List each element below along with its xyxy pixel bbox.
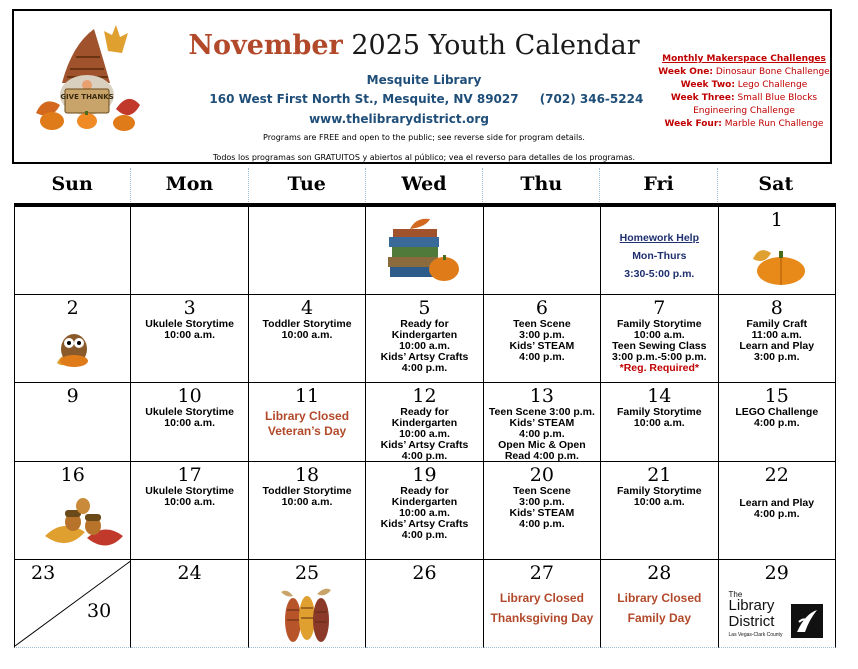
closed-notice: Library Closed xyxy=(265,409,350,423)
holiday-name: Thanksgiving Day xyxy=(490,611,594,625)
event-list xyxy=(131,407,247,429)
event-text: Learn and Play xyxy=(739,340,815,352)
day-number: 25 xyxy=(294,562,320,584)
holiday-name: Family Day xyxy=(627,611,691,625)
event-text: Teen Scene xyxy=(513,485,571,497)
event-time: 10:00 a.m. xyxy=(164,329,216,341)
closed-notice: Library Closed xyxy=(499,591,584,605)
event-list xyxy=(719,498,835,520)
day-cell xyxy=(366,560,483,648)
day-cell xyxy=(14,383,131,462)
event-list xyxy=(131,486,247,508)
day-cell xyxy=(484,383,601,462)
weekday-tue: Tue xyxy=(249,168,366,202)
day-number: 26 xyxy=(412,562,437,584)
event-list xyxy=(249,486,365,508)
title-month: November xyxy=(188,30,343,61)
library-district-logo xyxy=(729,590,829,644)
event-time: 4:00 p.m. xyxy=(519,351,565,363)
day-number: 1 xyxy=(770,209,783,231)
logo-line: Library xyxy=(728,597,775,614)
closed-notice: Library Closed xyxy=(617,591,702,605)
library-name: Mesquite Library xyxy=(366,73,482,87)
day-number: 23 xyxy=(31,562,56,584)
logo-line: Las Vegas-Clark County xyxy=(728,632,783,638)
event-time: 4:00 p.m. xyxy=(401,362,448,374)
event-list xyxy=(366,407,482,462)
event-text: Kids’ Artsy Crafts xyxy=(380,439,469,451)
day-cell xyxy=(601,462,718,560)
day-cell-empty xyxy=(249,207,366,295)
title-rest: 2025 Youth Calendar xyxy=(342,30,640,61)
indian-corn-illustration xyxy=(273,586,339,644)
makerspace-week xyxy=(654,79,834,92)
books-pumpkin-illustration xyxy=(386,215,461,283)
makerspace-title: Monthly Makerspace Challenges xyxy=(662,54,826,64)
day-cell xyxy=(601,560,718,648)
event-time: 4:00 p.m. xyxy=(519,518,565,530)
week-label: Week Three: xyxy=(670,93,735,103)
week-text: Small Blue Blocks Engineering Challenge xyxy=(693,93,818,116)
calendar-grid xyxy=(14,207,836,648)
day-cell xyxy=(249,462,366,560)
event-list xyxy=(484,407,600,462)
day-number: 24 xyxy=(177,562,202,584)
event-text: Read 4:00 p.m. xyxy=(504,450,579,462)
event-time: 3:00 p.m.-5:00 p.m. xyxy=(612,351,707,363)
day-cell-empty xyxy=(14,207,131,295)
event-time: 11:00 a.m. xyxy=(751,329,802,341)
logo-line: The xyxy=(728,590,743,599)
makerspace-week xyxy=(654,92,834,118)
week-label: Week One: xyxy=(658,67,713,77)
day-number: 5 xyxy=(418,297,431,319)
day-number: 28 xyxy=(647,562,672,584)
event-list xyxy=(601,486,717,508)
calendar-header xyxy=(12,9,832,164)
day-cell xyxy=(131,462,248,560)
day-number: 14 xyxy=(647,385,672,407)
event-list xyxy=(601,319,717,374)
day-number: 22 xyxy=(764,464,789,486)
day-cell xyxy=(14,462,131,560)
week-text: Marble Run Challenge xyxy=(721,119,824,129)
library-district-mark-icon xyxy=(791,604,823,638)
day-number: 27 xyxy=(529,562,554,584)
day-cell xyxy=(719,383,836,462)
event-text: Kindergarten xyxy=(391,496,458,508)
week-text: Dinosaur Bone Challenge xyxy=(712,67,830,77)
library-phone: (702) 346-5224 xyxy=(539,92,644,106)
holiday-name: Veteran’s Day xyxy=(267,424,347,438)
day-cell xyxy=(601,383,718,462)
day-cell xyxy=(484,560,601,648)
day-number: 4 xyxy=(301,297,314,319)
day-number: 20 xyxy=(529,464,554,486)
day-number: 6 xyxy=(535,297,548,319)
event-text: Kids’ STEAM xyxy=(509,417,575,429)
logo-line: District xyxy=(728,613,775,630)
event-list xyxy=(484,486,600,530)
event-time: 10:00 a.m. xyxy=(281,496,333,508)
event-text: Teen Scene 3:00 p.m. xyxy=(488,406,595,418)
day-cell xyxy=(249,383,366,462)
weekday-thu: Thu xyxy=(483,168,600,202)
day-cell xyxy=(484,295,601,383)
week-label: Week Four: xyxy=(664,119,722,129)
event-text: Learn and Play xyxy=(739,497,815,509)
event-text: Ready for xyxy=(400,485,449,497)
notice-spanish: Todos los programas son GRATUITOS y abiertos al público; vea el reverso para detalles de los programas. xyxy=(212,153,636,162)
event-text: Toddler Storytime xyxy=(262,485,352,497)
notice-english: Programs are FREE and open to the public; see reverse side for program details. xyxy=(263,133,585,142)
day-number: 17 xyxy=(177,464,202,486)
event-time: 10:00 a.m. xyxy=(281,329,333,341)
event-text: Kindergarten xyxy=(391,329,458,341)
day-cell-split xyxy=(14,560,131,648)
event-time: 10:00 a.m. xyxy=(399,428,450,440)
homework-help-days: Mon-Thurs xyxy=(632,250,687,262)
website-link[interactable]: www.thelibrarydistrict.org xyxy=(309,112,489,126)
day-cell-empty xyxy=(366,207,483,295)
event-text: Family Storytime xyxy=(617,406,702,418)
homework-help-title[interactable]: Homework Help xyxy=(619,232,699,244)
day-cell xyxy=(484,462,601,560)
weekday-mon: Mon xyxy=(131,168,248,202)
day-number: 3 xyxy=(183,297,196,319)
event-time: 10:00 a.m. xyxy=(164,417,216,429)
week-text: Lego Challenge xyxy=(734,80,808,90)
acorns-leaves-illustration xyxy=(43,496,125,554)
weekday-sat: Sat xyxy=(758,173,794,195)
weekday-header-row xyxy=(14,168,834,202)
event-text: Ukulele Storytime xyxy=(145,485,234,497)
day-cell xyxy=(719,207,836,295)
day-number: 19 xyxy=(412,464,437,486)
day-cell xyxy=(14,295,131,383)
event-time: 10:00 a.m. xyxy=(399,507,450,519)
event-time: 10:00 a.m. xyxy=(633,496,685,508)
event-text: Kids’ Artsy Crafts xyxy=(380,518,469,530)
homework-help-info xyxy=(601,229,717,283)
event-list xyxy=(249,409,365,439)
day-cell xyxy=(131,295,248,383)
weekday-sun: Sun xyxy=(14,168,131,202)
makerspace-challenges xyxy=(654,53,834,131)
day-number: 15 xyxy=(764,385,789,407)
day-number: 11 xyxy=(294,385,320,407)
day-number: 21 xyxy=(647,464,672,486)
event-text: Teen Scene xyxy=(513,318,571,330)
day-number: 13 xyxy=(529,385,554,407)
day-cell xyxy=(719,295,836,383)
day-number: 9 xyxy=(66,385,79,407)
event-list xyxy=(131,319,247,341)
event-time: 4:00 p.m. xyxy=(753,508,800,520)
day-cell-homework-help xyxy=(601,207,718,295)
event-text: Kids’ STEAM xyxy=(509,340,575,352)
homework-help-time: 3:30-5:00 p.m. xyxy=(624,268,695,280)
event-text: Ready for xyxy=(400,318,449,330)
event-list xyxy=(719,407,835,429)
event-time: 10:00 a.m. xyxy=(399,340,450,352)
day-number: 18 xyxy=(294,464,320,486)
event-time: 10:00 a.m. xyxy=(633,329,685,341)
day-cell xyxy=(366,295,483,383)
thanksgiving-gnome-illustration xyxy=(32,25,142,133)
day-number: 12 xyxy=(412,385,437,407)
day-cell-empty xyxy=(484,207,601,295)
day-cell xyxy=(719,560,836,648)
event-text: Family Storytime xyxy=(617,485,702,497)
day-number: 29 xyxy=(764,562,789,584)
event-text: Ready for xyxy=(400,406,449,418)
event-time: 4:00 p.m. xyxy=(401,529,448,541)
registration-note: *Reg. Required* xyxy=(619,362,699,374)
weekday-fri: Fri xyxy=(600,168,717,202)
event-time: 10:00 a.m. xyxy=(633,417,685,429)
day-cell xyxy=(719,462,836,560)
day-cell xyxy=(131,560,248,648)
event-text: Open Mic & Open xyxy=(498,439,586,451)
day-number: 30 xyxy=(87,600,112,622)
event-text: Toddler Storytime xyxy=(262,318,352,330)
event-time: 4:00 p.m. xyxy=(519,428,565,440)
day-cell xyxy=(249,560,366,648)
event-text: Family Storytime xyxy=(617,318,702,330)
day-number: 2 xyxy=(66,297,79,319)
event-text: Kids’ STEAM xyxy=(509,507,575,519)
library-address: 160 West First North St., Mesquite, NV 89027 xyxy=(209,92,519,106)
event-text: Ukulele Storytime xyxy=(145,318,234,330)
day-number: 10 xyxy=(177,385,202,407)
day-cell xyxy=(249,295,366,383)
event-list xyxy=(601,407,717,429)
event-text: Ukulele Storytime xyxy=(145,406,234,418)
makerspace-week xyxy=(654,118,834,131)
event-text: Family Craft xyxy=(746,318,808,330)
event-time: 3:00 p.m. xyxy=(753,351,800,363)
week-label: Week Two: xyxy=(680,80,735,90)
event-text: Teen Sewing Class xyxy=(612,340,707,352)
event-time: 4:00 p.m. xyxy=(401,450,448,462)
day-cell xyxy=(131,383,248,462)
event-time: 10:00 a.m. xyxy=(164,496,216,508)
day-number: 8 xyxy=(770,297,783,319)
event-list xyxy=(484,319,600,363)
event-time: 4:00 p.m. xyxy=(753,417,800,429)
event-list xyxy=(366,486,482,541)
event-text: LEGO Challenge xyxy=(735,406,819,418)
gnome-sign-text: GIVE THANKS xyxy=(60,93,114,101)
event-time: 3:00 p.m. xyxy=(519,329,565,341)
event-text: Kindergarten xyxy=(391,417,458,429)
weekday-wed: Wed xyxy=(366,168,483,202)
event-list xyxy=(719,319,835,363)
event-text: Kids’ Artsy Crafts xyxy=(380,351,469,363)
page-title xyxy=(144,29,684,63)
event-time: 3:00 p.m. xyxy=(519,496,565,508)
event-list xyxy=(366,319,482,374)
day-number: 7 xyxy=(653,297,666,319)
event-list xyxy=(249,319,365,341)
day-number: 16 xyxy=(60,464,85,486)
owl-icon xyxy=(51,327,97,369)
day-cell xyxy=(366,462,483,560)
makerspace-week xyxy=(654,66,834,79)
day-cell xyxy=(366,383,483,462)
pumpkin-icon xyxy=(749,239,811,287)
day-cell-empty xyxy=(131,207,248,295)
day-cell xyxy=(601,295,718,383)
